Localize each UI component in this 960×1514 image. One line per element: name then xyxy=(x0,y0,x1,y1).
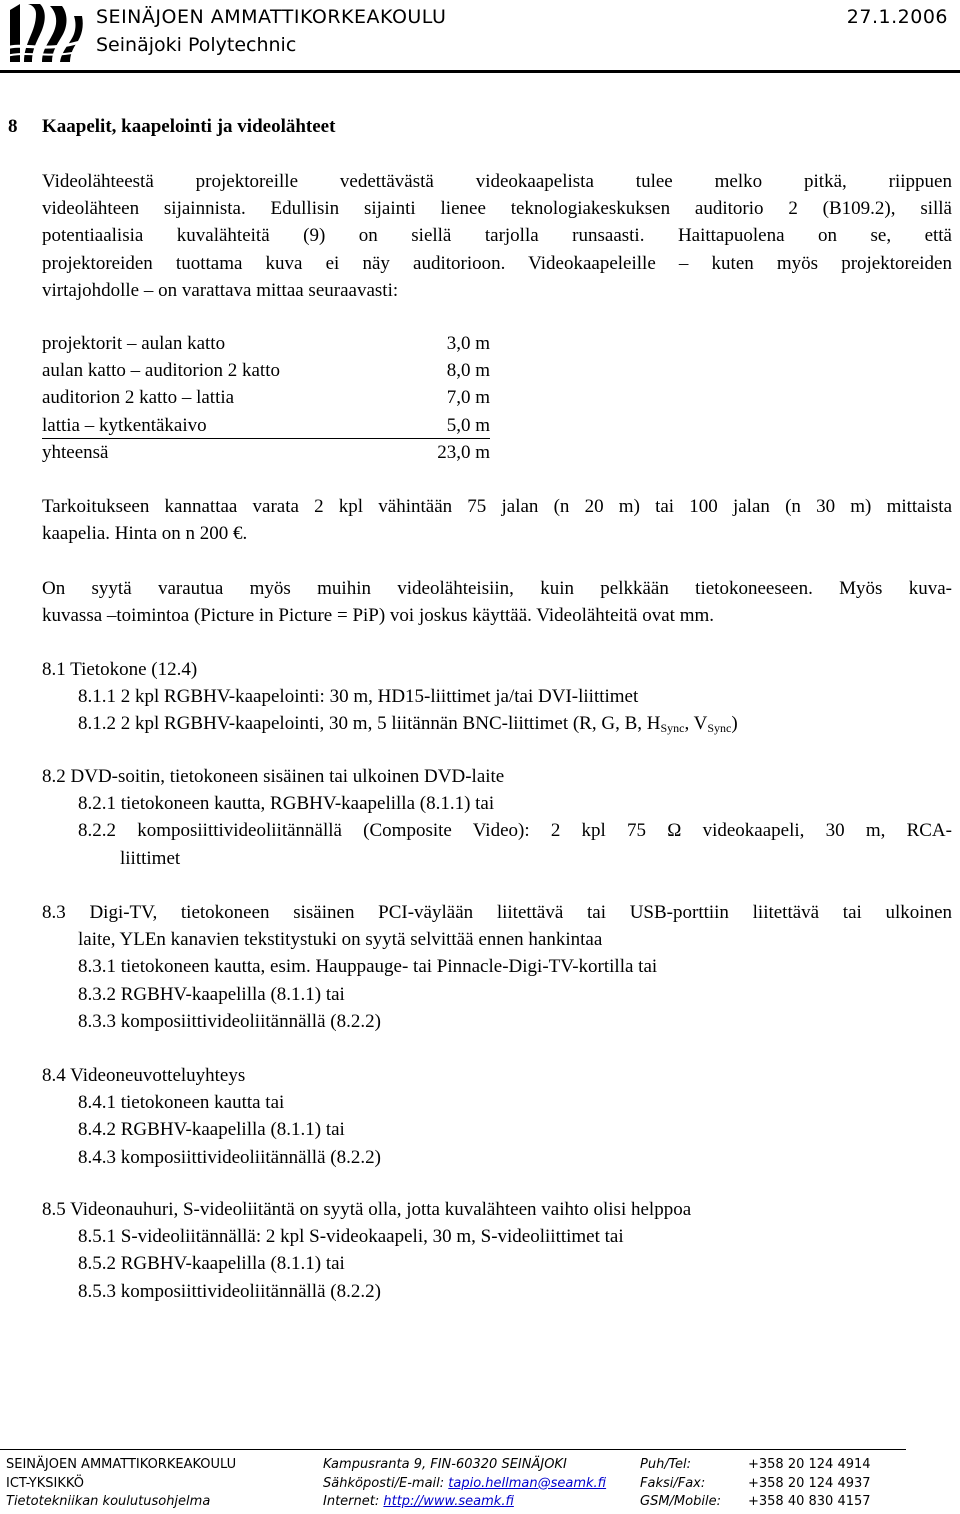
footer-unit: ICT-YKSIKKÖ xyxy=(6,1475,84,1491)
subsection-8-1 xyxy=(42,656,952,738)
cable-row-label: lattia – kytkentäkaivo xyxy=(42,414,207,436)
cable-total-value: 23,0 m xyxy=(437,441,490,463)
section-title: Kaapelit, kaapelointi ja videolähteet xyxy=(42,116,336,137)
list-item: 8.4.3 komposiittivideoliitännällä (8.2.2) xyxy=(78,1146,381,1168)
cable-total-label: yhteensä xyxy=(42,441,109,463)
list-item-text: 8.1.2 2 kpl RGBHV-kaapelointi, 30 m, 5 liitännän BNC-liittimet (R, G, B, H xyxy=(78,713,661,735)
subsection-8-5 xyxy=(42,1196,952,1305)
subsection-8-2 xyxy=(42,763,952,872)
subsection-title-continuation: laite, YLEn kanavien tekstitystuki on syytä selvittää ennen hankintaa xyxy=(78,929,603,951)
footer-mobile-value: +358 40 830 4157 xyxy=(748,1494,871,1509)
list-item: 8.2.1 tietokoneen kautta, RGBHV-kaapelilla (8.1.1) tai xyxy=(78,793,495,815)
footer-web-line xyxy=(323,1493,606,1512)
subscript: Sync xyxy=(660,721,685,736)
subsection-title: 8.4 Videoneuvotteluyhteys xyxy=(42,1065,246,1086)
footer-email-label: Sähköposti/E-mail: xyxy=(323,1475,449,1491)
polytechnic-logo xyxy=(6,2,86,64)
list-item: 8.5.3 komposiittivideoliitännällä (8.2.2) xyxy=(78,1280,381,1302)
footer-phone-label: Puh/Tel: xyxy=(640,1457,692,1472)
cable-row-value: 3,0 m xyxy=(446,333,490,354)
cable-row xyxy=(42,384,490,411)
intro-line: potentiaalisia kuvalähteitä (9) on siellä tarjolla runsaasti. Haittapuolena on se, että xyxy=(42,225,952,247)
cable-total-row xyxy=(42,439,490,466)
cable-row xyxy=(42,357,490,384)
list-item: 8.4.1 tietokoneen kautta tai xyxy=(78,1092,285,1114)
intro-line: virtajohdolle – on varattava mittaa seuraavasti: xyxy=(42,279,399,301)
cable-row-label: auditorion 2 katto – lattia xyxy=(42,387,235,409)
list-item: 8.3.1 tietokoneen kautta, esim. Hauppauge- tai Pinnacle-Digi-TV-kortilla tai xyxy=(78,956,658,978)
cable-row xyxy=(42,412,490,439)
header-divider xyxy=(0,70,960,73)
list-item-continuation: liittimet xyxy=(120,847,181,869)
footer-contact xyxy=(323,1456,606,1512)
list-item-text: 8.2.2 komposiittivideoliitännällä (Composite Video): 2 kpl 75 Ω videokaapeli, 30 m, RCA- xyxy=(78,820,952,842)
list-item: 8.3.3 komposiittivideoliitännällä (8.2.2) xyxy=(78,1010,381,1032)
subsection-title: 8.5 Videonauhuri, S-videoliitäntä on syytä olla, jotta kuvalähteen vaihto olisi helppoa xyxy=(42,1199,692,1220)
footer-phone-labels xyxy=(640,1456,721,1512)
list-item: 8.1.1 2 kpl RGBHV-kaapelointi: 30 m, HD15-liittimet ja/tai DVI-liittimet xyxy=(78,686,639,708)
footer-mobile-label: GSM/Mobile: xyxy=(640,1494,721,1509)
cable-row xyxy=(42,330,490,357)
sources-line: On syytä varautua myös muihin videolähteisiin, kuin pelkkään tietokoneeseen. Myös kuva- xyxy=(42,578,952,599)
cable-row-label: projektorit – aulan katto xyxy=(42,333,226,354)
list-item xyxy=(42,817,952,844)
intro-line: videolähteen sijainnista. Edullisin sijainti lienee teknologiakeskuksen auditorio 2 (B109.2), sillä xyxy=(42,198,952,220)
footer-address: Kampusranta 9, FIN-60320 SEINÄJOKI xyxy=(323,1457,567,1472)
cable-row-value: 8,0 m xyxy=(446,360,490,382)
subsection-8-3 xyxy=(42,899,952,1035)
list-item-text: ) xyxy=(731,713,738,735)
footer-web-label: Internet: xyxy=(323,1494,384,1509)
section-heading xyxy=(8,116,335,138)
subsection-title: 8.3 Digi-TV, tietokoneen sisäinen PCI-väylään liitettävä tai USB-porttiin liitettävä tai ulkoinen xyxy=(42,902,952,923)
subsection-title: 8.2 DVD-soitin, tietokoneen sisäinen tai ulkoinen DVD-laite xyxy=(42,766,505,787)
subscript: Sync xyxy=(707,721,732,736)
cable-row-value: 7,0 m xyxy=(446,387,490,409)
list-item: 8.5.2 RGBHV-kaapelilla (8.1.1) tai xyxy=(78,1253,345,1275)
header-subtitle: Seinäjoki Polytechnic xyxy=(96,34,297,56)
section-number: 8 xyxy=(8,116,18,137)
footer-email-link[interactable]: tapio.hellman@seamk.fi xyxy=(448,1475,607,1491)
footer-phone-value: +358 20 124 4914 xyxy=(748,1457,871,1472)
footer-web-link[interactable]: http://www.seamk.fi xyxy=(383,1494,514,1509)
intro-line: projektoreiden tuottama kuva ei näy auditorioon. Videokaapeleille – kuten myös projektoreiden xyxy=(42,252,952,274)
cable-row-value: 5,0 m xyxy=(446,414,490,436)
header-date: 27.1.2006 xyxy=(846,6,948,28)
subsection-8-4 xyxy=(42,1062,952,1171)
list-item: 8.3.2 RGBHV-kaapelilla (8.1.1) tai xyxy=(78,983,345,1005)
cable-row-label: aulan katto – auditorion 2 katto xyxy=(42,360,280,382)
cable-length-table xyxy=(42,330,490,466)
list-item-text: , V xyxy=(684,713,708,735)
header-organization: SEINÄJOEN AMMATTIKORKEAKOULU xyxy=(96,6,447,28)
intro-line: Videolähteestä projektoreille vedettävästä videokaapelista tulee melko pitkä, riippuen xyxy=(42,171,952,192)
recommendation-line: Tarkoitukseen kannattaa varata 2 kpl vähintään 75 jalan (n 20 m) tai 100 jalan (n 30 m) mittaista xyxy=(42,496,952,517)
sources-paragraph xyxy=(42,575,952,629)
footer-phone-values xyxy=(748,1456,871,1512)
list-item xyxy=(42,710,952,737)
intro-paragraph xyxy=(42,168,952,304)
list-item: 8.5.1 S-videoliitännällä: 2 kpl S-videokaapeli, 30 m, S-videoliittimet tai xyxy=(78,1226,624,1248)
recommendation-paragraph xyxy=(42,493,952,547)
footer-divider xyxy=(0,1449,906,1450)
footer-org-name: SEINÄJOEN AMMATTIKORKEAKOULU xyxy=(6,1457,237,1472)
footer-fax-value: +358 20 124 4937 xyxy=(748,1475,871,1491)
footer-fax-label: Faksi/Fax: xyxy=(640,1475,706,1491)
sources-line: kuvassa –toimintoa (Picture in Picture = PiP) voi joskus käyttää. Videolähteitä ovat mm. xyxy=(42,605,715,627)
footer-email-line xyxy=(323,1475,606,1494)
subsection-title: 8.1 Tietokone (12.4) xyxy=(42,659,198,680)
list-item: 8.4.2 RGBHV-kaapelilla (8.1.1) tai xyxy=(78,1119,345,1141)
footer-program: Tietotekniikan koulutusohjelma xyxy=(6,1494,211,1509)
footer-organization xyxy=(6,1456,236,1512)
recommendation-line: kaapelia. Hinta on n 200 €. xyxy=(42,523,248,545)
